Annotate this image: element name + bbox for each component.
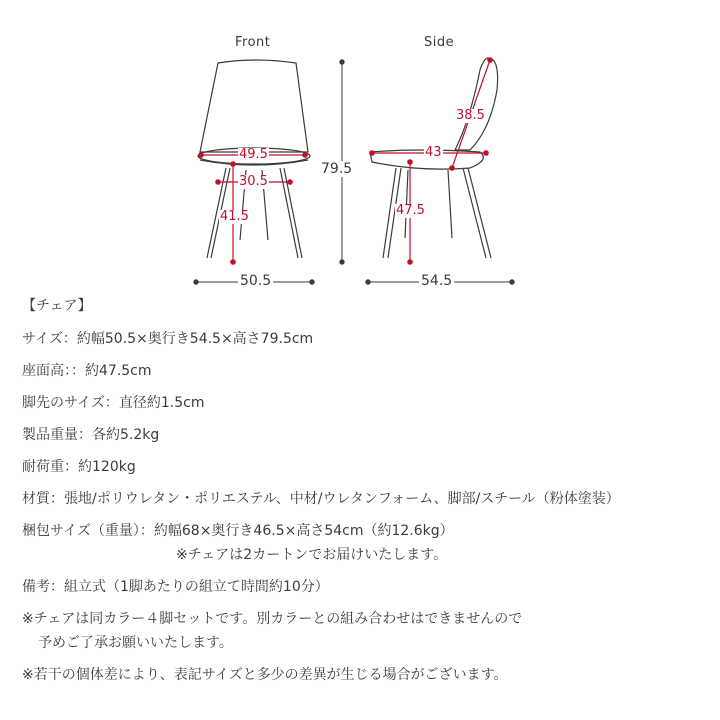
front-seat-width-label: 49.5: [239, 147, 268, 162]
spec-seat-height: 座面高：：約47.5cm: [22, 363, 152, 379]
spec-note-1: ※チェアは同カラー４脚セットです。別カラーとの組み合わせはできませんので: [22, 611, 523, 627]
side-back-height-label: 38.5: [456, 108, 485, 123]
front-backrest: [200, 60, 308, 152]
spec-heading: 【チェア】: [22, 298, 92, 314]
side-title: Side: [424, 35, 455, 50]
spec-package-note: ※チェアは2カートンでお届けいたします。: [176, 547, 448, 563]
spec-size: サイズ：約幅50.5×奥行き54.5×高さ79.5cm: [22, 331, 314, 347]
spec-package: 梱包サイズ（重量）：約幅68×奥行き46.5×高さ54cm（約12.6kg）: [22, 523, 454, 539]
spec-note-1-cont: 予めご了承お願いいたします。: [38, 635, 233, 651]
dimension-diagram: [0, 0, 720, 295]
side-seat-depth-label: 43: [425, 145, 442, 160]
front-leg-height-label: 41.5: [220, 209, 249, 224]
chair-drawings: [0, 0, 720, 295]
side-depth-label: 54.5: [421, 273, 453, 289]
side-seat-height-label: 47.5: [396, 203, 425, 218]
spec-note-2: ※若干の個体差により、表記サイズと多少の差異が生じる場合がございます。: [22, 667, 508, 683]
front-leg-span-label: 30.5: [239, 174, 268, 189]
side-leg-back: [463, 168, 491, 258]
side-backrest: [455, 58, 498, 150]
front-width-label: 50.5: [240, 273, 272, 289]
total-height-label: 79.5: [321, 161, 353, 177]
spec-load: 耐荷重：約120kg: [22, 459, 136, 475]
front-title: Front: [235, 35, 271, 50]
spec-weight: 製品重量：各約5.2kg: [22, 427, 160, 443]
spec-material: 材質：張地/ポリウレタン・ポリエステル、中材/ウレタンフォーム、脚部/スチール（粉体塗装）: [22, 491, 620, 507]
spec-leg-size: 脚先のサイズ：直径約1.5cm: [22, 395, 205, 411]
spec-remarks: 備考：組立式（1脚あたりの組立て時間約10分）: [22, 579, 329, 595]
